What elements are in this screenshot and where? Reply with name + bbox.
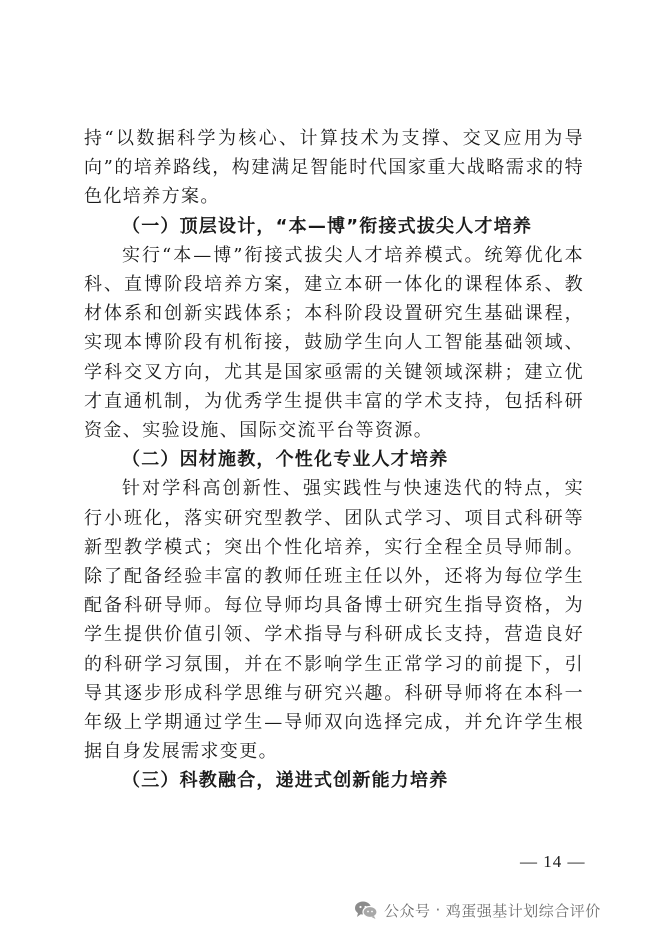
page-number: — 14 —: [520, 852, 586, 871]
watermark-prefix: 公众号: [384, 901, 431, 920]
wechat-watermark: [354, 896, 601, 924]
paragraph-2: 实行“本—博”衔接式拔尖人才培养模式。统筹优化本科、直博阶段培养方案，建立本研一体化的课程体系、教材体系和创新实践体系；本科阶段设置研究生基础课程，实现本博阶段有机衔接，鼓励学生向人工智能基础领域、学科交叉方向，尤其是国家亟需的关键领域深耕；建立优才直通机制，为优秀学生提供丰富的学术支持，包括科研资金、实验设施、国际交流平台等资源。: [84, 244, 584, 442]
section-heading-3: （三）科教融合，递进式创新能力培养: [122, 770, 449, 792]
watermark-account: 鸡蛋强基计划综合评价: [445, 901, 601, 920]
section-heading-2: （二）因材施教，个性化专业人才培养: [122, 449, 449, 471]
section-heading-1: （一）顶层设计，“本—博”衔接式拔尖人才培养: [122, 215, 533, 237]
document-body: [84, 124, 584, 796]
watermark-separator: ·: [435, 901, 441, 919]
wechat-icon: [354, 900, 378, 920]
paragraph-3: 针对学科高创新性、强实践性与快速迭代的特点，实行小班化，落实研究型教学、团队式学习、项目式科研等新型教学模式；突出个性化培养，实行全程全员导师制。除了配备经验丰富的教师任班主任以外，还将为每位学生配备科研导师。每位导师均具备博士研究生指导资格，为学生提供价值引领、学术指导与科研成长支持，营造良好的科研学习氛围，并在不影响学生正常学习的前提下，引导其逐步形成科学思维与研究兴趣。科研导师将在本科一年级上学期通过学生—导师双向选择完成，并允许学生根据自身发展需求变更。: [84, 478, 584, 763]
paragraph-1: 持“以数据科学为核心、计算技术为支撑、交叉应用为导向”的培养路线，构建满足智能时代国家重大战略需求的特色化培养方案。: [84, 128, 584, 208]
